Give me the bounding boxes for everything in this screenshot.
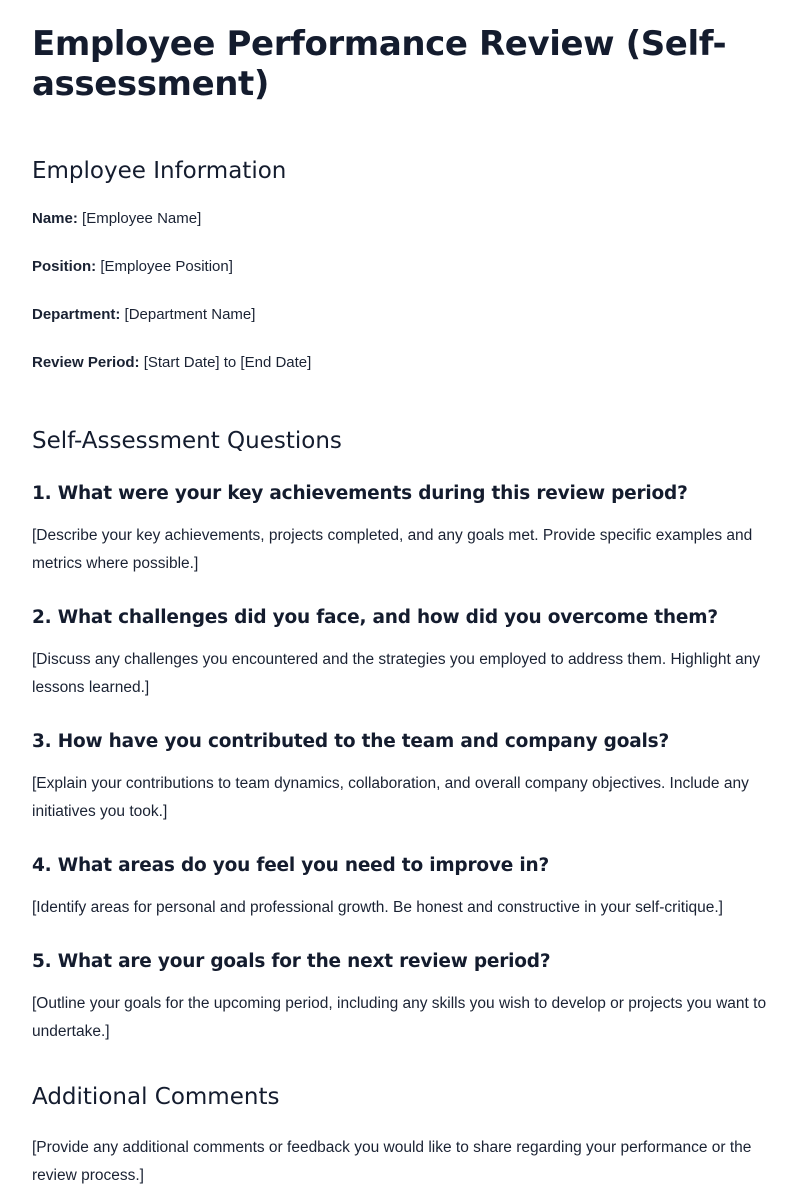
info-value-position: [Employee Position] [100,258,233,275]
question-4-heading: 4. What areas do you feel you need to improve in? [32,855,549,876]
question-4-answer: [Identify areas for personal and professional growth. Be honest and constructive in your self-critique.] [32,899,723,916]
info-row-review-period [32,352,768,374]
question-2 [32,606,768,702]
info-value-review-period: [Start Date] to [End Date] [143,354,312,371]
info-label-department: Department: [32,306,121,323]
question-3-heading: 3. How have you contributed to the team and company goals? [32,731,669,752]
info-label-review-period: Review Period: [32,354,140,371]
question-2-answer: [Discuss any challenges you encountered and the strategies you employed to address them. Highlight any lessons learned.] [32,651,761,696]
question-1 [32,482,768,578]
question-5-answer: [Outline your goals for the upcoming period, including any skills you wish to develop or projects you want to undertake.] [32,995,767,1040]
document-page [32,24,768,1190]
question-3-answer: [Explain your contributions to team dynamics, collaboration, and overall company objectives. Include any initiatives you took.] [32,775,749,820]
additional-comments-text: [Provide any additional comments or feedback you would like to share regarding your performance or the review process.] [32,1139,752,1184]
question-5 [32,950,768,1046]
info-label-position: Position: [32,258,97,275]
additional-comments-section [32,1082,768,1190]
info-row-department [32,304,768,326]
question-5-heading: 5. What are your goals for the next review period? [32,951,551,972]
self-assessment-section [32,426,768,1046]
info-row-name [32,208,768,230]
employee-information-heading: Employee Information [32,158,287,184]
question-3 [32,730,768,826]
question-2-heading: 2. What challenges did you face, and how did you overcome them? [32,607,718,628]
question-1-answer: [Describe your key achievements, projects completed, and any goals met. Provide specific examples and metrics where possible.] [32,527,753,572]
question-1-heading: 1. What were your key achievements during this review period? [32,483,688,504]
question-4 [32,854,768,922]
info-row-position [32,256,768,278]
info-value-department: [Department Name] [124,306,256,323]
additional-comments-heading: Additional Comments [32,1084,280,1110]
self-assessment-heading: Self-Assessment Questions [32,428,342,454]
info-value-name: [Employee Name] [82,210,202,227]
employee-information-section [32,156,768,374]
document-title: Employee Performance Review (Self-assessment) [32,24,727,104]
info-label-name: Name: [32,210,78,227]
